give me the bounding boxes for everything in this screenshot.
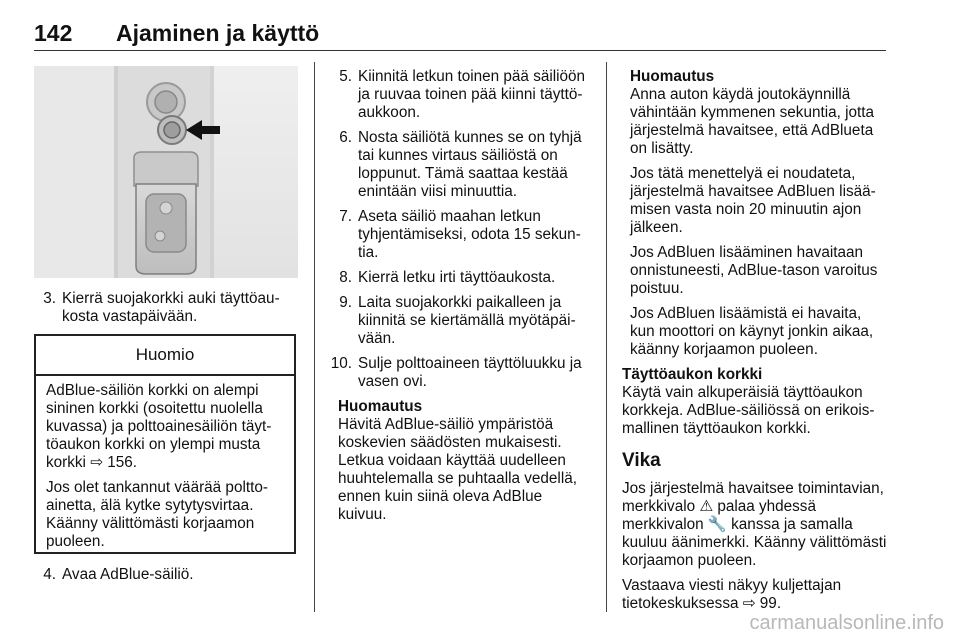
note-label: Huomautus bbox=[338, 398, 423, 415]
step-7 bbox=[328, 208, 594, 262]
section-title-vika: Vika bbox=[622, 450, 661, 471]
step-number: 8. bbox=[339, 269, 352, 286]
step-4 bbox=[40, 566, 302, 591]
step-number: 9. bbox=[339, 294, 352, 311]
right-column bbox=[622, 68, 890, 620]
subheading-filler-cap: Täyttöaukon korkki bbox=[622, 366, 763, 383]
page-number: 142 bbox=[34, 20, 73, 46]
caution-paragraph: AdBlue-säiliön korkki on alempi sininen korkki (osoitettu nuolella kuvassa) ja polttoainesäiliön täyttöaukon korkki on ylempi musta korkki ⇨ 156. bbox=[46, 382, 272, 471]
step-text: Kierrä letku irti täyttöaukosta. bbox=[358, 269, 556, 286]
step-3 bbox=[40, 290, 302, 333]
note-paragraph: Jos AdBluen lisäämistä ei havaita, kun moottori on käynyt jonkin aikaa, käänny korjaamon puoleen. bbox=[630, 305, 874, 358]
adblue-cap-drawing bbox=[34, 66, 298, 278]
note-block bbox=[328, 398, 594, 524]
vika-paragraph: Vastaava viesti näkyy kuljettajan tietokeskuksessa ⇨ 99. bbox=[622, 577, 842, 612]
step-number: 10. bbox=[330, 355, 352, 372]
page-title: Ajaminen ja käyttö bbox=[116, 20, 320, 46]
step-text: Laita suojakorkki paikalleen ja kiinnitä se kiertämällä myötäpäivään. bbox=[358, 294, 576, 347]
note-label: Huomautus bbox=[630, 68, 715, 85]
note-paragraph: Anna auton käydä joutokäynnillä vähintään kymmenen sekuntia, jotta järjestelmä havaitsee, että AdBlueta on lisätty. bbox=[630, 86, 875, 157]
header-rule bbox=[34, 50, 886, 51]
watermark: carmanualsonline.info bbox=[749, 612, 944, 634]
step-text: Aseta säiliö maahan letkun tyhjentämiseksi, odota 15 sekuntia. bbox=[358, 208, 581, 261]
adblue-cap-illustration bbox=[34, 66, 298, 278]
step-text: Kierrä suojakorkki auki täyttöaukosta vastapäivään. bbox=[62, 290, 280, 325]
step-5 bbox=[328, 68, 594, 122]
steps-list bbox=[328, 68, 594, 531]
step-text: Kiinnitä letkun toinen pää säiliöön ja ruuvaa toinen pää kiinni täyttöaukkoon. bbox=[358, 68, 586, 121]
step-8 bbox=[328, 269, 594, 287]
note-text: Hävitä AdBlue-säiliö ympäristöä koskevien säädösten mukaisesti. Letkua voidaan käyttää uudelleen huuhtelemalla se puhtaalla vedellä, ennen kuin siinä oleva AdBlue kuivuu. bbox=[338, 416, 577, 523]
step-6 bbox=[328, 129, 594, 201]
step-number: 5. bbox=[339, 68, 352, 85]
page-header bbox=[34, 14, 886, 54]
vika-paragraph: Jos järjestelmä havaitsee toimintavian, merkkivalo ⚠ palaa yhdessä merkkivalon 🔧 kanssa ja samalla kuuluu äänimerkki. Käänny välittömästi korjaamon puoleen. bbox=[622, 480, 887, 569]
filler-cap-text: Käytä vain alkuperäisiä täyttöaukon korkkeja. AdBlue-säiliössä on erikoismallinen täyttöaukon korkki. bbox=[622, 384, 875, 437]
column-divider-2 bbox=[606, 62, 607, 612]
step-number: 4. bbox=[43, 566, 56, 583]
step-number: 6. bbox=[339, 129, 352, 146]
caution-title: Huomio bbox=[36, 336, 294, 376]
step-text: Nosta säiliötä kunnes se on tyhjä tai kunnes virtaus säiliöstä on loppunut. Tämä saattaa kestää enintään viisi minuuttia. bbox=[358, 129, 582, 200]
step-text: Sulje polttoaineen täyttöluukku ja vasen ovi. bbox=[358, 355, 582, 390]
step-text: Avaa AdBlue-säiliö. bbox=[62, 566, 194, 583]
step-9 bbox=[328, 294, 594, 348]
note-block bbox=[622, 68, 890, 359]
caution-box bbox=[34, 334, 296, 554]
caution-paragraph: Jos olet tankannut väärää polttoainetta, älä kytke sytytysvirtaa. Käänny välittömästi korjaamon puoleen. bbox=[46, 479, 268, 550]
step-number: 3. bbox=[43, 290, 56, 307]
note-paragraph: Jos AdBluen lisääminen havaitaan onnistuneesti, AdBlue-tason varoitus poistuu. bbox=[630, 244, 878, 297]
note-paragraph: Jos tätä menettelyä ei noudateta, järjestelmä havaitsee AdBluen lisäämisen vasta noin 20 minuutin ajon jälkeen. bbox=[630, 165, 876, 236]
step-number: 7. bbox=[339, 208, 352, 225]
column-divider-1 bbox=[314, 62, 315, 612]
step-10 bbox=[328, 355, 594, 391]
